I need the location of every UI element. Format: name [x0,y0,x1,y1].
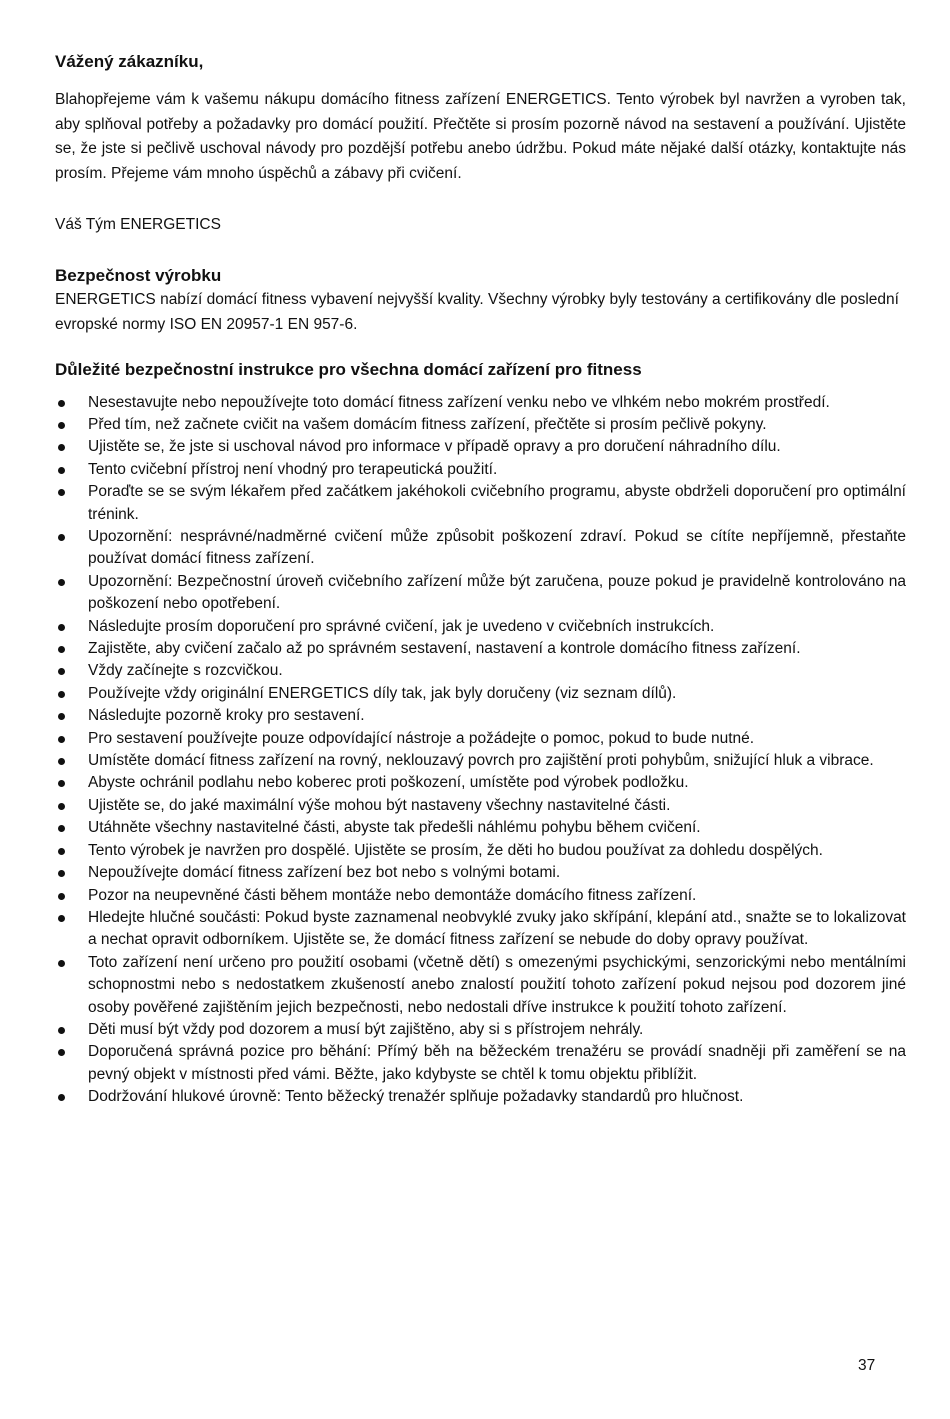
list-item-text: Nepoužívejte domácí fitness zařízení bez bot nebo s volnými botami. [88,864,561,882]
list-item-text: Následujte pozorně kroky pro sestavení. [88,707,365,725]
document-page [55,50,906,1109]
list-item [55,459,906,481]
list-item [55,750,906,772]
list-item-text: Pro sestavení používejte pouze odpovídající nástroje a požádejte o pomoc, pokud to bude nutné. [88,729,755,747]
list-item-text: Doporučená správná pozice pro běhání: Přímý běh na běžeckém trenažéru se provádí snadněji při zaměření se na pevný objekt v místnosti před vámi. Běžte, jako kdybyste se chtěl k tomu objektu přiblížit. [88,1043,906,1083]
list-item [55,1041,906,1086]
list-item [55,660,906,682]
list-item-text: Toto zařízení není určeno pro použití osobami (včetně dětí) s omezenými psychickými, senzorickými nebo mentálními schopnostmi nebo s nedostatkem zkušeností anebo znalostí použití tohoto zařízení pokud nejsou pod dozorem jiné osoby pověřené zajištěním jejich bezpečnosti, nebo nedostali dříve instrukce k použití tohoto zařízení. [88,953,906,1016]
list-item [55,817,906,839]
safety-heading: Bezpečnost výrobku [55,266,222,286]
list-item [55,840,906,862]
bullet-icon [58,467,65,474]
list-item [55,952,906,1019]
instructions-heading: Důležité bezpečnostní instrukce pro všechna domácí zařízení pro fitness [55,359,642,379]
list-item-text: Následujte prosím doporučení pro správné cvičení, jak je uvedeno v cvičebních instrukcích. [88,617,715,635]
list-item-text: Před tím, než začnete cvičit na vašem domácím fitness zařízení, přečtěte si prosím pečlivě pokyny. [88,415,767,433]
list-item-text: Ujistěte se, že jste si uschoval návod pro informace v případě opravy a pro doručení náhradního dílu. [88,438,781,456]
bullet-icon [58,1027,65,1034]
bullet-icon [58,489,65,496]
greeting-heading: Vážený zákazníku, [55,52,204,71]
list-item-text: Tento výrobek je navržen pro dospělé. Ujistěte se prosím, že děti ho budou používat za dohledu dospělých. [88,841,823,859]
bullet-icon [58,400,65,407]
bullet-icon [58,646,65,653]
list-item [55,392,906,414]
list-item-text: Děti musí být vždy pod dozorem a musí být zajištěno, aby si s přístrojem nehrály. [88,1020,644,1038]
bullet-icon [58,1049,65,1056]
page-number: 37 [858,1357,876,1374]
list-item-text: Pozor na neupevněné části během montáže nebo demontáže domácího fitness zařízení. [88,886,697,904]
bullet-icon [58,848,65,855]
bullet-icon [58,736,65,743]
bullet-icon [58,691,65,698]
list-item [55,907,906,952]
bullet-icon [58,758,65,765]
bullet-icon [58,960,65,967]
list-item [55,481,906,526]
bullet-icon [58,915,65,922]
list-item-text: Zajistěte, aby cvičení začalo až po správném sestavení, nastavení a kontrole domácího fitness zařízení. [88,640,801,658]
list-item [55,526,906,571]
signature-line: Váš Tým ENERGETICS [55,216,221,234]
list-item-text: Upozornění: Bezpečnostní úroveň cvičebního zařízení může být zaručena, pouze pokud je pravidelně kontrolováno na poškození nebo opotřebení. [88,572,906,613]
safety-paragraph: ENERGETICS nabízí domácí fitness vybavení nejvyšší kvality. Všechny výrobky byly testovány a certifikovány dle poslední evropské normy ISO EN 20957-1 EN 957-6. [55,291,899,333]
bullet-icon [58,1094,65,1101]
list-item [55,772,906,794]
list-item-text: Abyste ochránil podlahu nebo koberec proti poškození, umístěte pod výrobek podložku. [88,774,689,792]
list-item-text: Tento cvičební přístroj není vhodný pro terapeutická použití. [88,460,498,478]
list-item [55,414,906,436]
bullet-icon [58,534,65,541]
list-item [55,862,906,884]
list-item [55,795,906,817]
intro-paragraph: Blahopřejeme vám k vašemu nákupu domácího fitness zařízení ENERGETICS. Tento výrobek byl navržen a vyroben tak, aby splňoval potřeby a požadavky pro domácí použití. Přečtěte si prosím pozorně návod na sestavení a používání. Ujistěte se, že jste si pečlivě uschoval návody pro pozdější potřebu anebo údržbu. Pokud máte nějaké další otázky, kontaktujte nás prosím. Přejeme vám mnoho úspěchů a zábavy při cvičení. [55,91,906,182]
list-item-text: Utáhněte všechny nastavitelné části, abyste tak předešli náhlému pohybu během cvičení. [88,819,701,837]
list-item [55,571,906,616]
list-item-text: Umístěte domácí fitness zařízení na rovný, neklouzavý povrch pro zajištění proti pohybům, snižující hluk a vibrace. [88,752,874,770]
instructions-list [55,392,906,1109]
list-item [55,616,906,638]
list-item [55,1019,906,1041]
list-item-text: Dodržování hlukové úrovně: Tento běžecký trenažér splňuje požadavky standardů pro hlučnost. [88,1088,744,1106]
list-item [55,705,906,727]
list-item [55,1086,906,1108]
bullet-icon [58,803,65,810]
bullet-icon [58,780,65,787]
bullet-icon [58,624,65,631]
bullet-icon [58,825,65,832]
list-item [55,436,906,458]
bullet-icon [58,444,65,451]
list-item-text: Ujistěte se, do jaké maximální výše mohou být nastaveny všechny nastavitelné části. [88,796,671,814]
bullet-icon [58,422,65,429]
list-item-text: Poraďte se se svým lékařem před začátkem jakéhokoli cvičebního programu, abyste obdrželi doporučení pro optimální trénink. [88,483,906,523]
list-item-text: Upozornění: nesprávné/nadměrné cvičení může způsobit poškození zdraví. Pokud se cítíte nepříjemně, přestaňte používat domácí fitness zařízení. [88,528,906,568]
bullet-icon [58,870,65,877]
bullet-icon [58,893,65,900]
list-item [55,885,906,907]
bullet-icon [58,579,65,586]
list-item-text: Používejte vždy originální ENERGETICS díly tak, jak byly doručeny (viz seznam dílů). [88,684,677,702]
list-item-text: Nesestavujte nebo nepoužívejte toto domácí fitness zařízení venku nebo ve vlhkém nebo mokrém prostředí. [88,393,830,411]
bullet-icon [58,668,65,675]
list-item [55,683,906,705]
list-item [55,728,906,750]
list-item-text: Vždy začínejte s rozcvičkou. [88,662,283,680]
list-item [55,638,906,660]
list-item-text: Hledejte hlučné součásti: Pokud byste zaznamenal neobvyklé zvuky jako skřípání, klepání atd., snažte se to lokalizovat a nechat opravit odborníkem. Ujistěte se, že domácí fitness zařízení se nebude do doby opravy používat. [88,908,906,949]
bullet-icon [58,713,65,720]
